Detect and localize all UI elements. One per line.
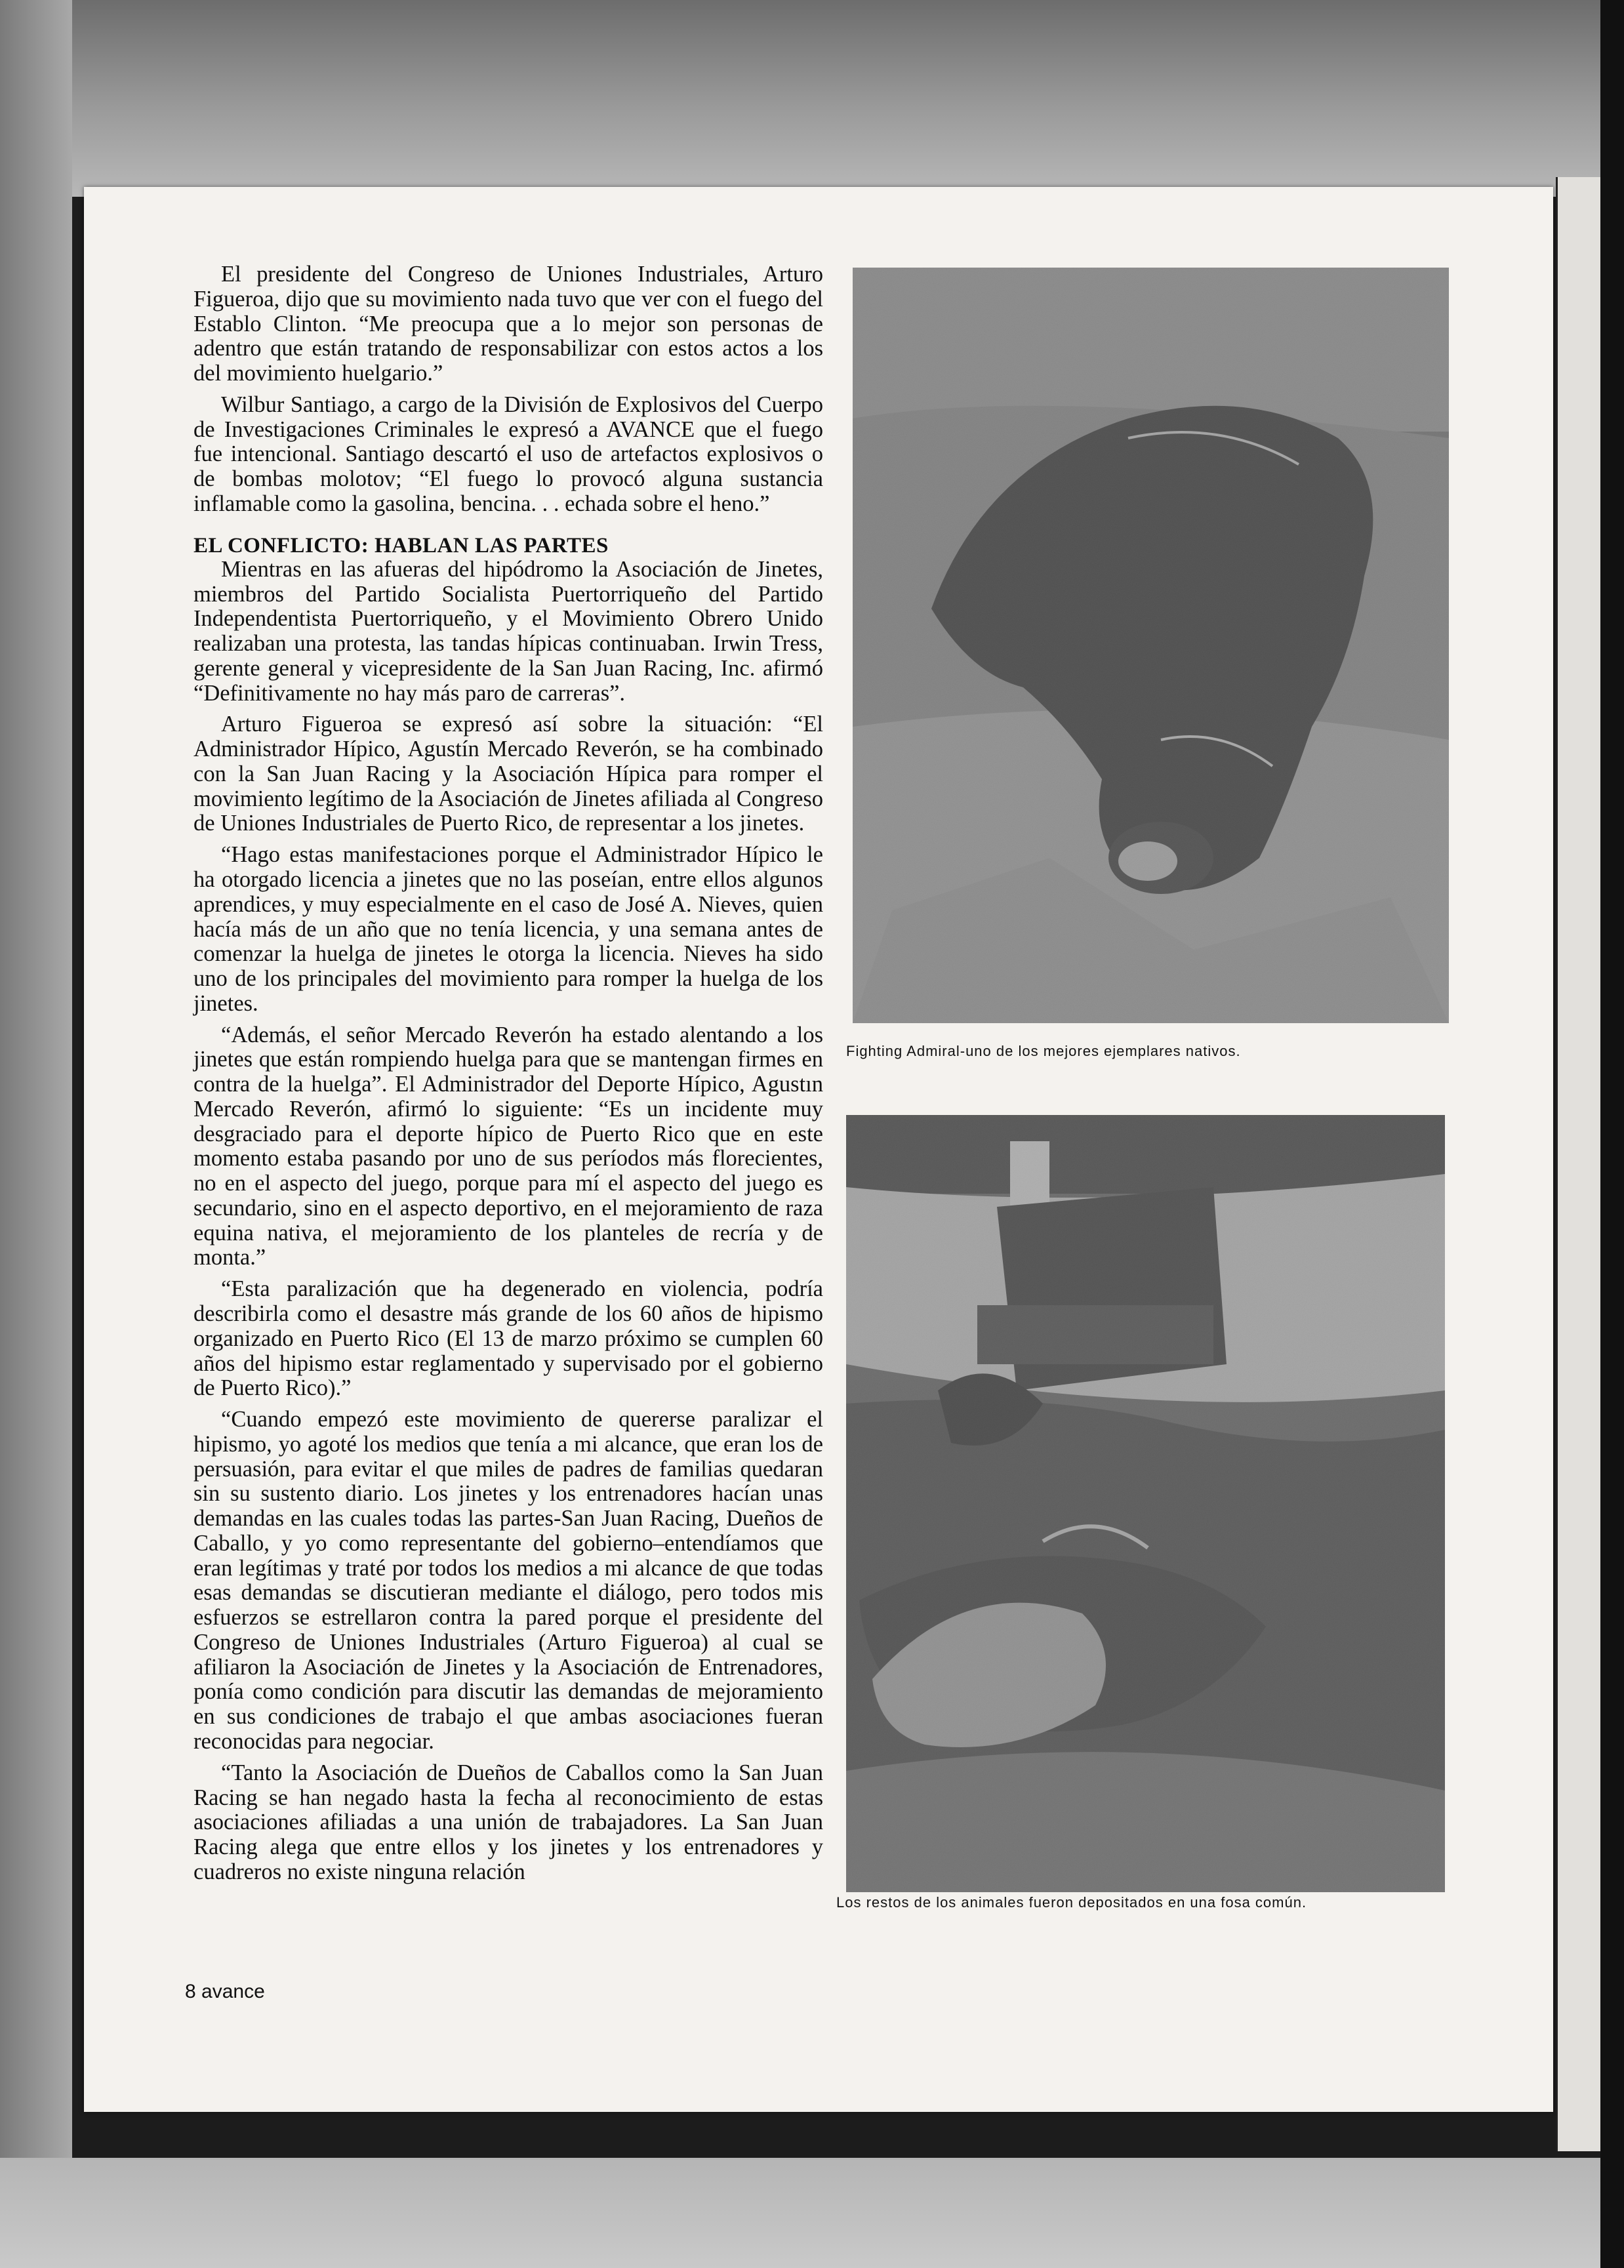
scan-background-bottom <box>0 2158 1624 2268</box>
article-paragraph: “Además, el señor Mercado Reverón ha estado alentando a los jinetes que están rompiendo huelga para que se mantengan firmes en contra de la huelga”. El Administrador del Deporte Hípico, Agustın Mercado Reverón, afirmó lo siguiente: “Es un incidente muy desgraciado para el deporte hípico de Puerto Rico que en este momento estaba pasando por uno de sus períodos más florecientes, no en el aspecto del juego, porque para mí el aspecto del juego es secundario, sino en el aspecto deportivo, en el mejoramiento de raza equina nativa, el mejoramiento de los planteles de recría y de monta.” <box>193 1022 823 1270</box>
article-paragraph: Mientras en las afueras del hipódromo la Asociación de Jinetes, miembros del Partido Socialista Puertorriqueño del Partido Independentista Puertorriqueño, y el Movimiento Obrero Unido realizaban una protesta, las tandas hípicas continuaban. Irwin Tress, gerente general y vicepresidente de la San Juan Racing, Inc. afirmó “Definitivamente no hay más paro de carreras”. <box>193 556 823 706</box>
adjacent-page-edge <box>1556 177 1601 2151</box>
article-column <box>193 262 823 1892</box>
photo-dead-horse <box>853 268 1449 1023</box>
article-paragraph: “Hago estas manifestaciones porque el Administrador Hípico le ha otorgado licencia a jinetes que no las poseían, entre ellos algunos aprendices, y muy especialmente en el caso de José A. Nieves, quien hacía más de un año que no tenía licencia, y una semana antes de comenzar la huelga de jinetes le otorga la licencia. Nieves ha sido uno de los principales del movimiento para romper la huelga de los jinetes. <box>193 842 823 1016</box>
photo-caption: Fighting Admiral-uno de los mejores ejemplares nativos. <box>846 1043 1241 1059</box>
article-paragraph: El presidente del Congreso de Uniones Industriales, Arturo Figueroa, dijo que su movimiento nada tuvo que ver con el fuego del Establo Clinton. “Me preocupa que a lo mejor son personas de adentro que están tratando de responsabilizar con estos actos a los del movimiento huelgario.” <box>193 262 823 386</box>
article-paragraph: Arturo Figueroa se expresó así sobre la situación: “El Administrador Hípico, Agustín Mercado Reverón, se ha combinado con la San Juan Racing y la Asociación Hípica para romper el movimiento legítimo de la Asociación de Jinetes afiliada al Congreso de Uniones Industriales de Puerto Rico, de representar a los jinetes. <box>193 712 823 836</box>
article-paragraph: “Cuando empezó este movimiento de quererse paralizar el hipismo, yo agoté los medios que tenía a mi alcance, que eran los de persuasión, para evitar el que miles de padres de familias quedaran sin su sustento diario. Los jinetes y los entrenadores hacían unas demandas en las cuales todas las partes-San Juan Racing, Dueños de Caballo, y yo como representante del gobierno–entendíamos que eran legítimas y traté por todos los medios a mi alcance de que todas esas demandas se discutieran mediante el diálogo, pero todos mis esfuerzos se estrellaron contra la pared porque el presidente del Congreso de Uniones Industriales (Arturo Figueroa) al cual se afiliaron la Asociación de Jinetes y la Asociación de Entrenadores, ponía como condición para discutir las demandas de mejoramiento en sus condiciones de trabajo el que ambas asociaciones fueran reconocidas para negociar. <box>193 1407 823 1754</box>
scan-frame-edge <box>1600 0 1624 2268</box>
photo-common-grave <box>846 1115 1445 1892</box>
section-heading: EL CONFLICTO: HABLAN LAS PARTES <box>193 533 609 557</box>
scan-background-top <box>0 0 1624 197</box>
scan-background-left <box>0 0 72 2268</box>
photo-caption: Los restos de los animales fueron depositados en una fosa común. <box>836 1894 1307 1911</box>
article-paragraph: “Tanto la Asociación de Dueños de Caballos como la San Juan Racing se han negado hasta la fecha al reconocimiento de estas asociaciones afiliadas a una unión de trabajadores. La San Juan Racing alega que entre ellos y los jinetes y los entrenadores y cuadreros no existe ninguna relación <box>193 1760 823 1884</box>
page-folio: 8 avance <box>185 1981 265 2002</box>
article-paragraph: Wilbur Santiago, a cargo de la División de Explosivos del Cuerpo de Investigaciones Criminales le expresó a AVANCE que el fuego fue intencional. Santiago descartó el uso de artefactos explosivos o de bombas molotov; “El fuego lo provocó alguna sustancia inflamable como la gasolina, bencina. . . echada sobre el heno.” <box>193 392 823 516</box>
article-paragraph: “Esta paralización que ha degenerado en violencia, podría describirla como el desastre más grande de los 60 años de hipismo organizado en Puerto Rico (El 13 de marzo próximo se cumplen 60 años del hipismo estar reglamentado y supervisado por el gobierno de Puerto Rico).” <box>193 1276 823 1401</box>
